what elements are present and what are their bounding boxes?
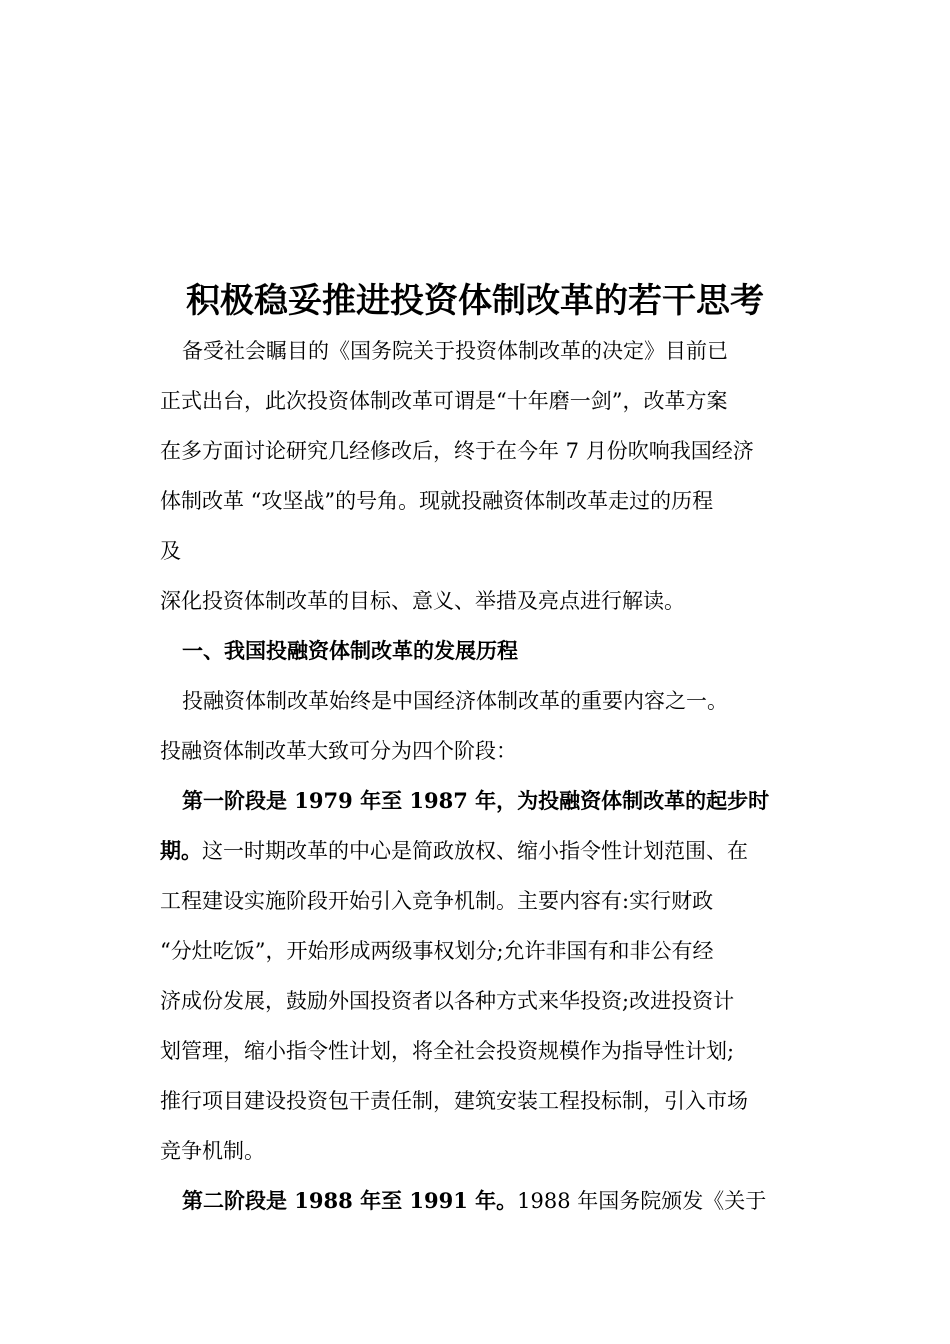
document-title: 积极稳妥推进投资体制改革的若干思考 [186,281,764,321]
stage1-line-7: 推行项目建设投资包干责任制，建筑安装工程投标制，引入市场 [160,1089,748,1113]
stage1-line-2 [160,836,748,866]
stage1-lead: 第一阶段是 1979 年至 1987 年，为投融资体制改革的起步时 [182,788,770,813]
stage1-lead-tail: 期。 [160,838,202,863]
paragraph-line-1: 投融资体制改革始终是中国经济体制改革的重要内容之一。 [182,689,728,713]
intro-line-3: 在多方面讨论研究几经修改后，终于在今年 7 月份吹响我国经济 [160,439,754,463]
stage1-line-6: 划管理，缩小指令性计划，将全社会投资规模作为指导性计划; [160,1039,735,1063]
stage1-line-4: “分灶吃饭”，开始形成两级事权划分;允许非国有和非公有经 [160,939,714,963]
section-heading: 一、我国投融资体制改革的发展历程 [182,638,518,663]
intro-line-4: 体制改革 “攻坚战”的号角。现就投融资体制改革走过的历程 [160,489,714,513]
stage1-line-8: 竞争机制。 [160,1139,265,1163]
paragraph-line-2: 投融资体制改革大致可分为四个阶段： [160,739,517,763]
intro-line-6: 深化投资体制改革的目标、意义、举措及亮点进行解读。 [160,589,685,613]
intro-line-1: 备受社会瞩目的《国务院关于投资体制改革的决定》目前已 [182,339,728,363]
stage2-lead: 第二阶段是 1988 年至 1991 年。 [182,1188,518,1213]
intro-line-5: 及 [160,539,181,563]
stage2-text: 1988 年国务院颁发《关于 [517,1189,767,1213]
stage1-line-2-text: 这一时期改革的中心是简政放权、缩小指令性计划范围、在 [202,839,748,863]
stage2-line-1 [182,1186,766,1216]
intro-line-2: 正式出台，此次投资体制改革可谓是“十年磨一剑”，改革方案 [160,389,728,413]
stage1-line-3: 工程建设实施阶段开始引入竞争机制。主要内容有:实行财政 [160,889,714,913]
stage1-line-5: 济成份发展，鼓励外国投资者以各种方式来华投资;改进投资计 [160,989,735,1013]
